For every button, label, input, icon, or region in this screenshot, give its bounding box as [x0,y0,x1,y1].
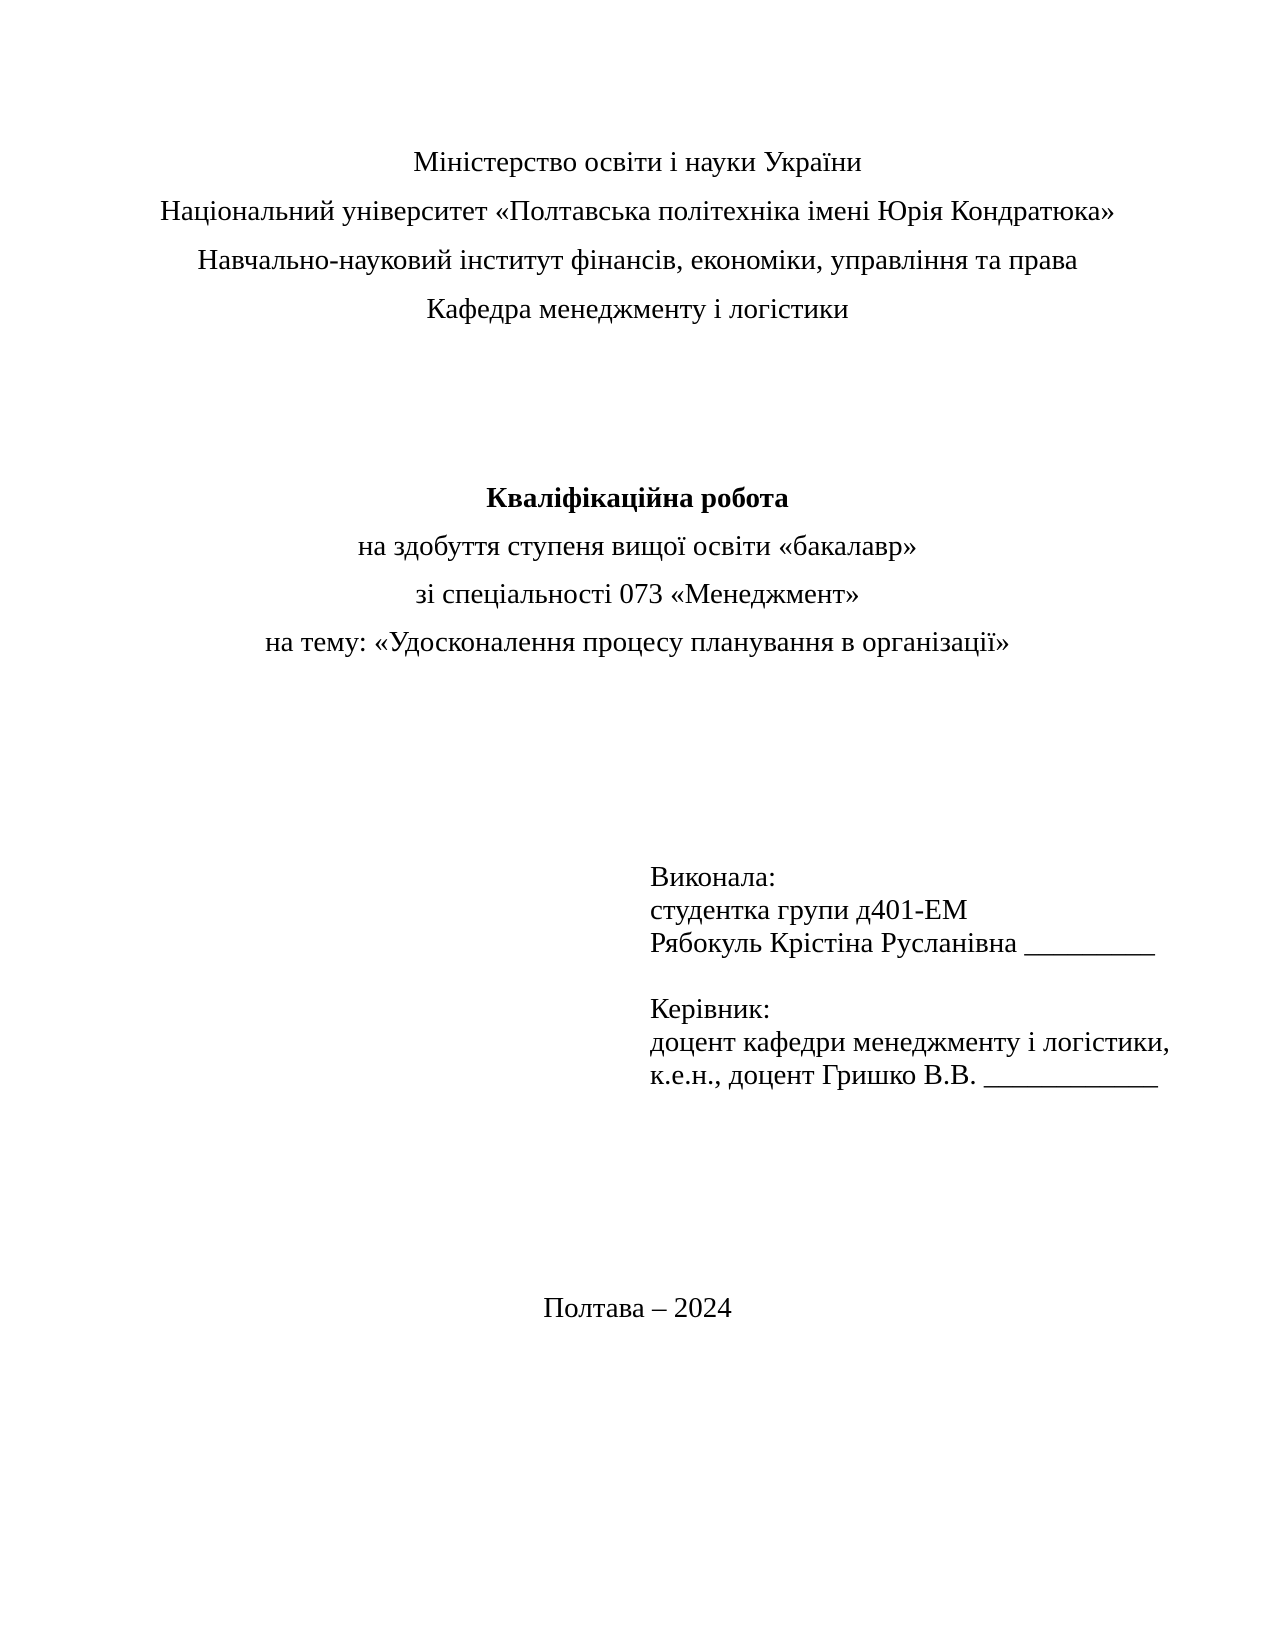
author-name-signature-line: Рябокуль Крістіна Русланівна _________ [650,927,1155,959]
institute-line: Навчально-науковий інститут фінансів, економіки, управління та права [197,244,1078,276]
department-line: Кафедра менеджменту і логістики [426,293,849,325]
city-year-line: Полтава – 2024 [543,1292,732,1324]
signature-spacer [650,960,1195,993]
university-line: Національний університет «Полтавська політехніка імені Юрія Кондратюка» [159,195,1116,227]
topic-line: на тему: «Удосконалення процесу планування в організації» [265,626,1010,658]
signature-block [650,861,1195,1092]
author-label: Виконала: [650,861,777,893]
specialty-line: зі спеціальності 073 «Менеджмент» [415,578,860,610]
supervisor-title-line: доцент кафедри менеджменту і логістики, [650,1026,1170,1058]
author-group-line: студентка групи д401-ЕМ [650,894,968,926]
ministry-line: Міністерство освіти і науки України [413,146,862,178]
work-title: Кваліфікаційна робота [486,482,789,514]
footer-block [0,1292,1275,1325]
supervisor-label: Керівник: [650,993,771,1025]
supervisor-name-signature-line: к.е.н., доцент Гришко В.В. ____________ [650,1059,1158,1091]
header-block [0,0,1275,334]
degree-line: на здобуття ступеня вищої освіти «бакалавр» [357,530,918,562]
title-block [0,474,1275,666]
